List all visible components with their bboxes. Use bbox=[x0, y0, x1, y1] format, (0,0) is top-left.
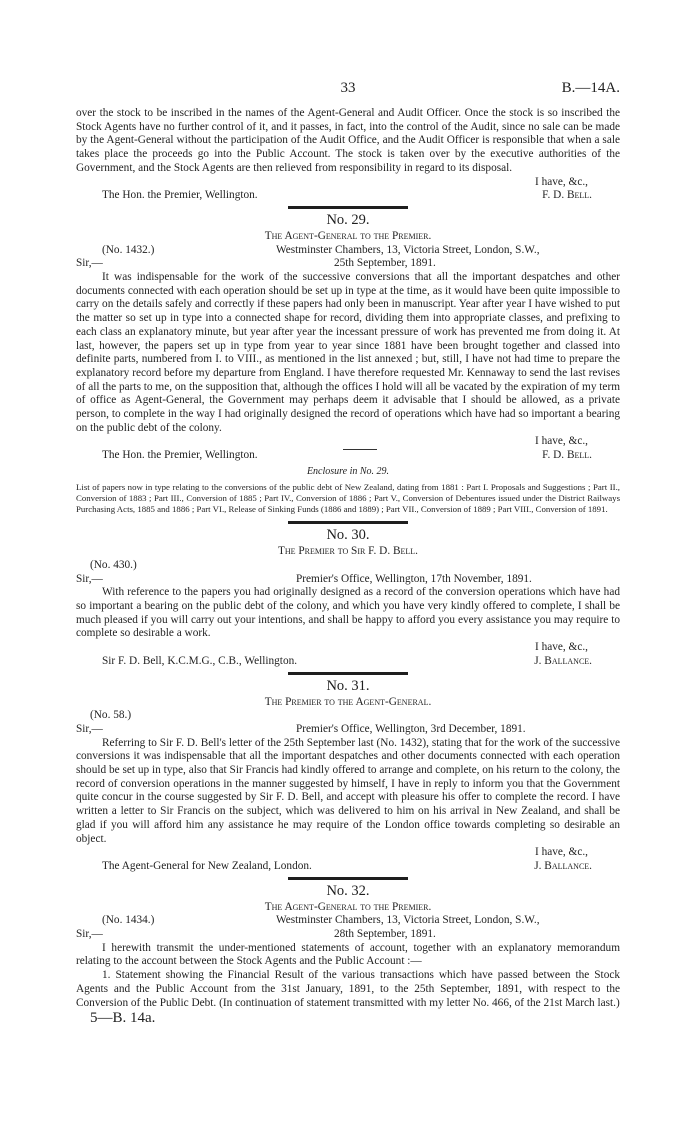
signature: J. Ballance. bbox=[534, 859, 592, 872]
document-code: B.—14A. bbox=[561, 80, 620, 96]
letter-salutation-row bbox=[76, 257, 620, 271]
letter-heading-row bbox=[76, 914, 620, 928]
letter-address: Westminster Chambers, 13, Victoria Street, London, S.W., bbox=[276, 914, 540, 927]
letter-body: I herewith transmit the under-mentioned statements of account, together with an explanatory memorandum relating to the account between the Stock Agents and the Public Account :— bbox=[76, 941, 620, 968]
letter-title: The Premier to the Agent-General. bbox=[264, 695, 432, 708]
list-item: 1. Statement showing the Financial Result of the various transactions which have passed between the Stock Agents and the Public Account from the 31st January, 1891, to the 25th September, 1891, with respect to the Conversion of the Public Debt. (In continuation of statement transmitted with my letter No. 466, of the 21st March last.) bbox=[76, 969, 620, 1009]
signature-mark: 5—B. 14a. bbox=[90, 1010, 156, 1027]
letter-salutation-row bbox=[76, 573, 620, 587]
letter-ref: (No. 430.) bbox=[90, 558, 137, 571]
closing: I have, &c., bbox=[534, 175, 588, 188]
continued-paragraph: over the stock to be inscribed in the names of the Agent-General and Audit Officer. Once the stock is so inscribed the Stock Agents have no further control of it, and it passes, in fact, into the control of the Audit, since no sale can be made by the Agent-General without the participation of the Audit Office, and the Audit Officer is responsible that when a sale takes place the proceeds go into the Public Account. The stock is taken over by the executive authorities of the Government, and the Stock Agents are then relieved from responsibility in regard to its disposal. bbox=[76, 107, 620, 174]
closing: I have, &c., bbox=[534, 435, 588, 448]
document-body bbox=[76, 107, 620, 1026]
addressee: The Agent-General for New Zealand, London. bbox=[102, 859, 312, 872]
letter-ref: (No. 1434.) bbox=[102, 914, 155, 927]
letter-title: The Premier to Sir F. D. Bell. bbox=[277, 545, 419, 558]
closing: I have, &c., bbox=[534, 641, 588, 654]
signature-line bbox=[76, 655, 620, 669]
signature-line bbox=[76, 860, 620, 874]
letter-number: No. 32. bbox=[326, 882, 370, 899]
signature: J. Ballance. bbox=[534, 654, 592, 667]
page-number: 33 bbox=[340, 80, 356, 96]
signature: F. D. Bell. bbox=[542, 449, 592, 462]
section-divider bbox=[288, 521, 408, 524]
enclosure-text: List of papers now in type relating to the conversions of the public debt of New Zealand, dating from 1881 : Part I. Proposals and Suggestions ; Part II., Conversion of 1883 ; Part III., Conversion of 1885 ; Part IV., Conversion of 1886 ; Part V., Conversion of Debentures issued under the District Railways Purchasing Acts, 1885 and 1886 ; Part VI., Release of Sinking Funds (1886 and 1889) ; Part VII., Conversion of 1889 ; Part VIII., Conversion of 1891. bbox=[76, 481, 620, 514]
section-divider bbox=[288, 877, 408, 880]
signature-line bbox=[76, 449, 620, 463]
letter-address-date: Premier's Office, Wellington, 3rd December, 1891. bbox=[296, 722, 526, 735]
letter-number: No. 29. bbox=[326, 211, 370, 228]
letter-body: With reference to the papers you had originally designed as a record of the conversion operations which have had so important a bearing on the public debt of the colony, and which you have very kindly offered to complete, I shall be much pleased if you will carry out your intentions, and shall be happy to afford you every assistance you may require to complete so desirable a work. bbox=[76, 586, 620, 640]
letter-date: 25th September, 1891. bbox=[334, 257, 436, 270]
salutation: Sir,— bbox=[76, 257, 103, 270]
letter-body: Referring to Sir F. D. Bell's letter of the 25th September last (No. 1432), stating that for the work of the successive conversions it was indispensable that all the important despatches and other documents connected with each operation should be set up in type, also that Sir Francis had kindly offered to arrange and complete, on his return to the colony, the record of conversion operations in the manner suggested by himself, I have in reply to inform you that the Government quite concur in the course suggested by Sir F. D. Bell, and accept with pleasure his offer to complete the record. I have written a letter to Sir Francis on the subject, which was delivered to him on his arrival in New Zealand, and shall be glad if you will afford him any assistance he may require of the London office towards completing so desirable an object. bbox=[76, 736, 620, 845]
salutation: Sir,— bbox=[76, 572, 103, 585]
salutation: Sir,— bbox=[76, 722, 103, 735]
letter-date: 28th September, 1891. bbox=[334, 928, 436, 941]
addressee: The Hon. the Premier, Wellington. bbox=[102, 449, 258, 462]
letter-number: No. 30. bbox=[326, 527, 370, 544]
section-divider bbox=[288, 672, 408, 675]
letter-number: No. 31. bbox=[326, 677, 370, 694]
letter-title: The Agent-General to the Premier. bbox=[264, 229, 432, 242]
letter-address-date: Premier's Office, Wellington, 17th November, 1891. bbox=[296, 572, 532, 585]
page-header bbox=[76, 80, 620, 102]
letter-ref: (No. 58.) bbox=[90, 709, 132, 722]
addressee: The Hon. the Premier, Wellington. bbox=[102, 189, 258, 202]
section-divider bbox=[288, 206, 408, 209]
signature-line bbox=[76, 189, 620, 203]
closing: I have, &c., bbox=[534, 846, 588, 859]
addressee: Sir F. D. Bell, K.C.M.G., C.B., Wellington. bbox=[102, 654, 298, 667]
letter-title: The Agent-General to the Premier. bbox=[264, 900, 432, 913]
letter-body: It was indispensable for the work of the successive conversions that all the important despatches and other documents connected with each operation should be set up in type at the time, as it would have been quite impossible to carry on the details safely and correctly if these papers had only been in manuscript. Year after year I have wished to put the matter so set up in type into a connected shape for record, dividing them into appropriate classes, and prefixing to each class an explanatory minute, but year after year the incessant pressure of work has prevented me from doing it. At last, however, the papers set up in type from year to year since 1881 have been brought together and classed into definite parts, numbered from I. to VIII., as mentioned in the list annexed ; but, still, I have not had time to prepare the explanatory record before my departure from England. I have therefore requested Mr. Kennaway to send the last revises of all the parts to me, on the supposition that, although the offices I hold will all be vacated by the expiration of my term of office as Agent-General, the Government may perhaps deem it advisable that I should be allowed, as a private person, to complete in the way I had originally designed the record of operations which have had so important a bearing on the public debt of the colony. bbox=[76, 271, 620, 434]
letter-salutation-row bbox=[76, 723, 620, 737]
signature: F. D. Bell. bbox=[542, 189, 592, 202]
short-rule bbox=[343, 449, 377, 450]
letter-salutation-row bbox=[76, 928, 620, 942]
letter-ref: (No. 1432.) bbox=[102, 243, 155, 256]
letter-address: Westminster Chambers, 13, Victoria Street, London, S.W., bbox=[276, 243, 540, 256]
letter-heading-row bbox=[76, 244, 620, 258]
enclosure-title: Enclosure in No. 29. bbox=[306, 465, 390, 477]
salutation: Sir,— bbox=[76, 928, 103, 941]
